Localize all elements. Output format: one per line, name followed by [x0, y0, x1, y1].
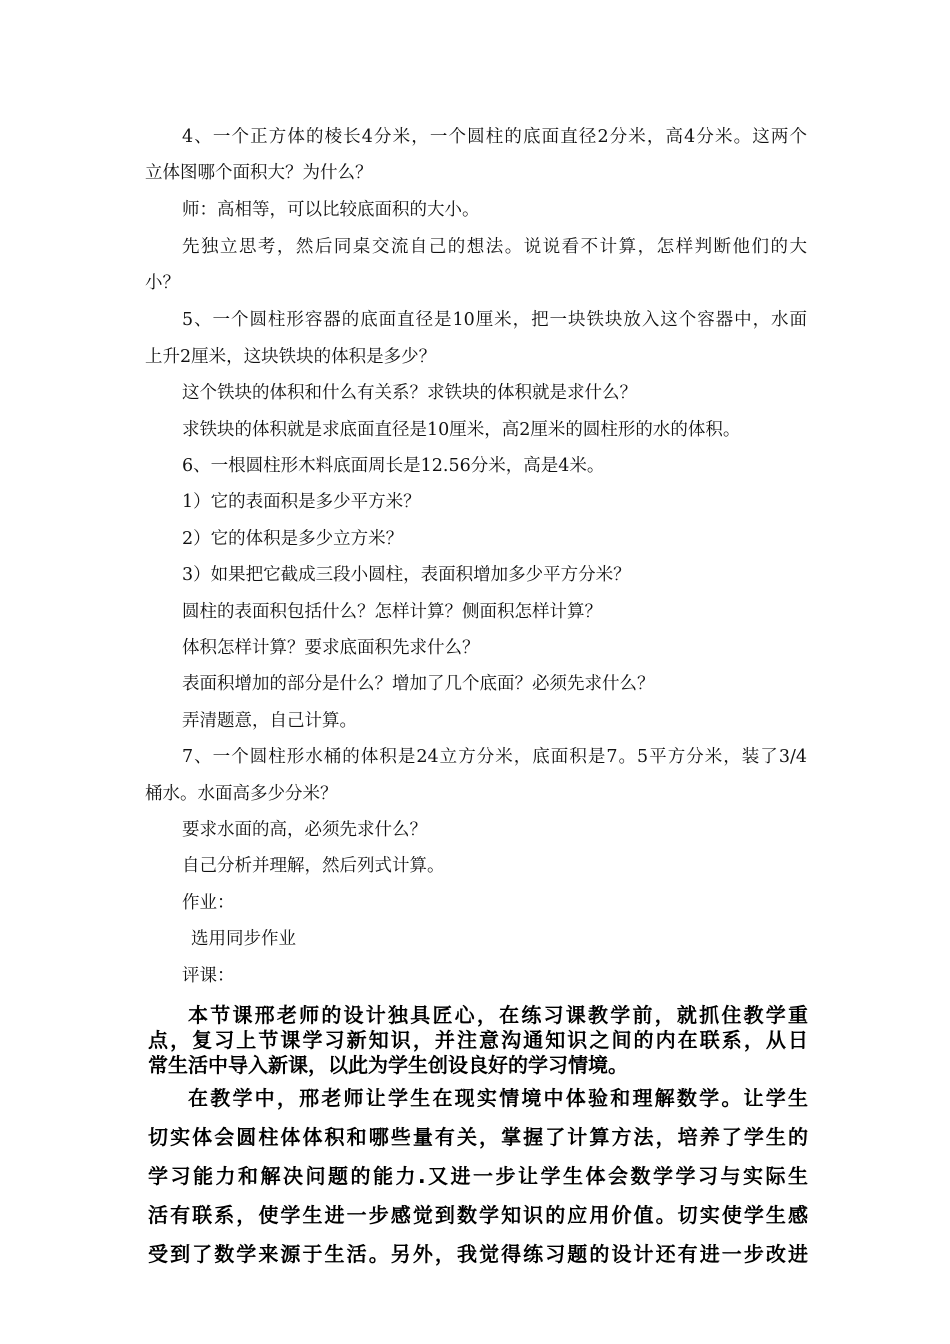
text-line: 立体图哪个面积大？为什么？	[145, 163, 373, 183]
text-line: 5、一个圆柱形容器的底面直径是10厘米，把一块铁块放入这个容器中，水面	[182, 310, 807, 330]
text-line: 弄清题意，自己计算。	[182, 711, 357, 731]
text-line: 选用同步作业	[191, 929, 296, 949]
text-line: 体积怎样计算？要求底面积先求什么？	[182, 638, 480, 658]
text-line: 要求水面的高，必须先求什么？	[182, 820, 427, 840]
review-line: 本节课邢老师的设计独具匠心，在练习课教学前，就抓住教学重	[188, 1003, 808, 1027]
text-line: 师：高相等，可以比较底面积的大小。	[182, 200, 480, 220]
text-line: 求铁块的体积就是求底面直径是10厘米，高2厘米的圆柱形的水的体积。	[182, 420, 741, 440]
text-line: 桶水。水面高多少分米？	[145, 784, 338, 804]
text-line: 4、一个正方体的棱长4分米，一个圆柱的底面直径2分米，高4分米。这两个	[182, 127, 807, 147]
review-line: 活有联系，使学生进一步感觉到数学知识的应用价值。切实使学生感	[148, 1203, 808, 1227]
text-line: 6、一根圆柱形木料底面周长是12.56分米，高是4米。	[182, 456, 605, 476]
review-line: 常生活中导入新课，以此为学生创设良好的学习情境。	[148, 1053, 628, 1077]
review-line: 切实体会圆柱体体积和哪些量有关，掌握了计算方法，培养了学生的	[148, 1125, 808, 1149]
text-line: 圆柱的表面积包括什么？怎样计算？侧面积怎样计算？	[182, 602, 602, 622]
text-line: 这个铁块的体积和什么有关系？求铁块的体积就是求什么？	[182, 383, 637, 403]
text-line: 7、一个圆柱形水桶的体积是24立方分米，底面积是7。5平方分米，装了3/4	[182, 747, 807, 767]
text-line: 小？	[145, 273, 180, 293]
text-line: 自己分析并理解，然后列式计算。	[182, 856, 445, 876]
review-line: 点，复习上节课学习新知识，并注意沟通知识之间的内在联系，从日	[148, 1028, 808, 1052]
text-line: 2）它的体积是多少立方米？	[182, 529, 404, 549]
text-line: 1）它的表面积是多少平方米？	[182, 492, 421, 512]
review-line: 在教学中，邢老师让学生在现实情境中体验和理解数学。让学生	[188, 1086, 808, 1110]
text-line: 表面积增加的部分是什么？增加了几个底面？必须先求什么？	[182, 674, 655, 694]
text-line: 先独立思考，然后同桌交流自己的想法。说说看不计算，怎样判断他们的大	[182, 237, 807, 257]
text-line: 评课：	[182, 966, 235, 986]
review-line: 受到了数学来源于生活。另外，我觉得练习题的设计还有进一步改进	[148, 1242, 808, 1266]
text-line: 作业：	[182, 893, 235, 913]
text-line: 3）如果把它截成三段小圆柱，表面积增加多少平方分米？	[182, 565, 631, 585]
review-line: 学习能力和解决问题的能力.又进一步让学生体会数学学习与实际生	[148, 1164, 808, 1188]
text-line: 上升2厘米，这块铁块的体积是多少？	[145, 347, 437, 367]
